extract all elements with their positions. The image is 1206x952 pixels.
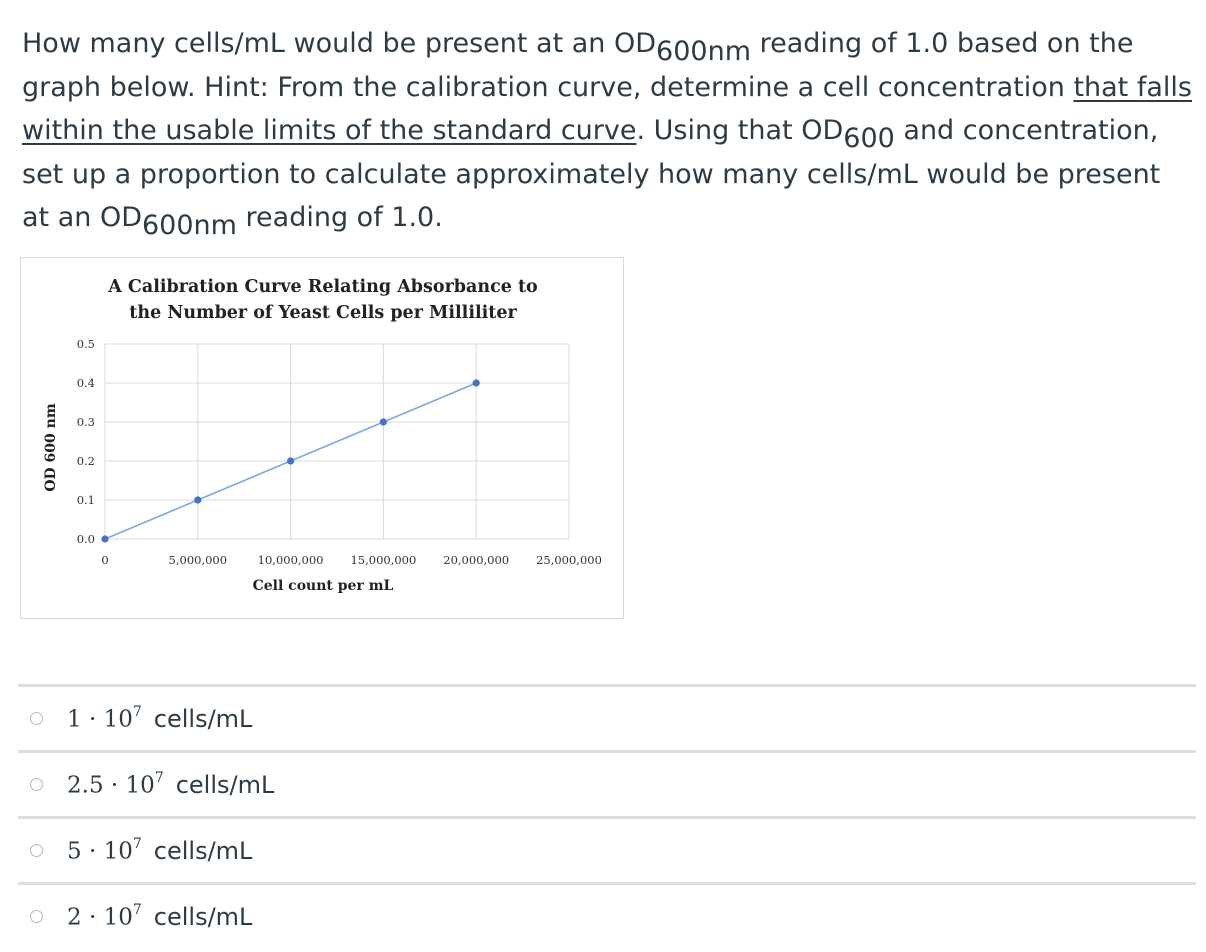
- dot: ·: [110, 772, 119, 799]
- unit: cells/mL: [175, 770, 275, 799]
- calibration-chart: [20, 257, 624, 619]
- answer-list: [18, 684, 1196, 948]
- answer-label: [67, 837, 252, 865]
- x-tick-label: 15,000,000: [350, 553, 417, 567]
- subscript: 600: [843, 123, 895, 154]
- data-point: [473, 379, 480, 386]
- radio-button[interactable]: [30, 712, 43, 725]
- x-tick-label: 10,000,000: [257, 553, 324, 567]
- dot: ·: [88, 838, 97, 865]
- x-tick-label: 25,000,000: [536, 553, 602, 567]
- coefficient: 1: [67, 706, 82, 733]
- y-tick-label: 0.0: [76, 532, 95, 546]
- exponent: 7: [132, 835, 142, 852]
- answer-math: [67, 901, 142, 931]
- data-point: [194, 496, 201, 503]
- chart-title-line: the Number of Yeast Cells per Milliliter: [129, 303, 517, 323]
- subscript: 600nm: [142, 210, 237, 241]
- radio-button[interactable]: [30, 844, 43, 857]
- data-point: [101, 535, 108, 542]
- coefficient: 2.5: [67, 772, 104, 799]
- base: 10: [103, 838, 133, 865]
- question-text: [22, 22, 1192, 240]
- exponent: 7: [154, 769, 164, 786]
- dot: ·: [88, 706, 97, 733]
- data-point: [287, 457, 294, 464]
- exponent: 7: [132, 901, 142, 918]
- answer-label: [67, 705, 252, 733]
- chart-title-line: A Calibration Curve Relating Absorbance to: [108, 277, 538, 297]
- unit: cells/mL: [153, 902, 253, 931]
- answer-label: [67, 771, 274, 799]
- base: 10: [103, 706, 133, 733]
- question-part: reading of 1.0 based on the graph below. Hint: From the calibration curve, determine a cell concentration: [22, 28, 1134, 103]
- data-point: [380, 418, 387, 425]
- x-axis-label: Cell count per mL: [252, 578, 394, 594]
- coefficient: 5: [67, 838, 82, 865]
- radio-button[interactable]: [30, 778, 43, 791]
- unit: cells/mL: [153, 704, 253, 733]
- coefficient: 2: [67, 904, 82, 931]
- answer-option[interactable]: [18, 750, 1196, 816]
- question-part: reading of 1.0.: [236, 202, 443, 233]
- underlined-hint: that falls within the usable limits of the standard curve: [22, 71, 1192, 146]
- base: 10: [125, 772, 155, 799]
- exponent: 7: [132, 703, 142, 720]
- y-axis-label: OD 600 nm: [43, 403, 59, 492]
- answer-math: [67, 703, 142, 733]
- question-part: . Using that OD: [636, 115, 844, 146]
- unit: cells/mL: [153, 836, 253, 865]
- x-tick-label: 5,000,000: [168, 553, 228, 567]
- y-tick-label: 0.3: [76, 415, 95, 429]
- chart-svg: [21, 258, 623, 618]
- radio-button[interactable]: [30, 910, 43, 923]
- y-tick-label: 0.4: [76, 376, 95, 390]
- x-tick-label: 20,000,000: [443, 553, 510, 567]
- question-part: and concentration, set up a proportion to calculate approximately how many cells/mL would be present at an OD: [22, 115, 1161, 233]
- question-part: How many cells/mL would be present at an OD: [22, 28, 657, 59]
- y-tick-label: 0.5: [76, 337, 95, 351]
- answer-label: [67, 903, 252, 931]
- y-tick-label: 0.1: [76, 493, 95, 507]
- answer-option[interactable]: [18, 816, 1196, 882]
- y-tick-label: 0.2: [76, 454, 95, 468]
- answer-option[interactable]: [18, 882, 1196, 948]
- answer-math: [67, 835, 142, 865]
- dot: ·: [88, 904, 97, 931]
- answer-option[interactable]: [18, 684, 1196, 750]
- subscript: 600nm: [656, 36, 751, 67]
- base: 10: [103, 904, 133, 931]
- answer-math: [67, 769, 164, 799]
- x-tick-label: 0: [101, 553, 109, 567]
